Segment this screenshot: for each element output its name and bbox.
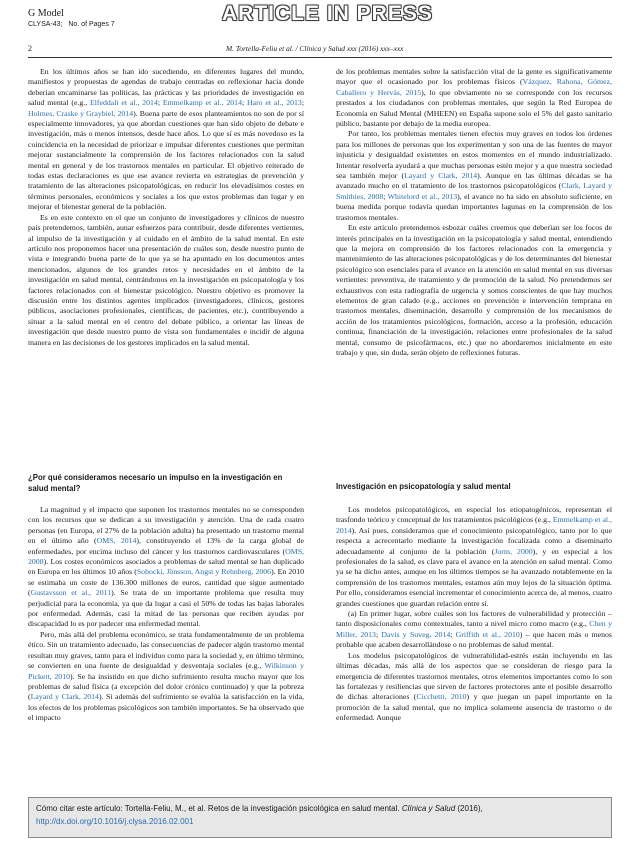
text-run: ), y en especial a los profesionales de la salud, es clave para el avance en la atención en salud mental. Como ya se ha dicho antes, aunque en los últimos tiempos se ha avanzado notablemente en la comprensión de los trastornos mentales, estamos aún muy lejos de la situación óptima. Por ello, consideramos esencial incrementar el conocimiento acerca de, al menos, cuatro grandes cuestiones que guardan relación entre sí. xyxy=(336,546,612,608)
text-run: ). En 2010 se estimaba un coste de 136.300 millones de euros, cantidad que sigue aumentado ( xyxy=(28,567,304,598)
text-run: ). Se ha insistido en que dicho sufrimiento resulta mucho mayor que los problemas de salud física (a excepción del dolor crónico continuado) y que la pobreza ( xyxy=(28,671,304,702)
citation-link[interactable]: Haro et al., 2013 xyxy=(246,98,302,108)
header-rule xyxy=(28,57,612,58)
right-column xyxy=(336,67,612,358)
text-run: ). Buena parte de esos planteamientos no son de por sí especialmente innovadores, ya que abordan cuestiones que han sido objeto de debate e investigación, más o menos intensos, desde hace años. Lo que sí es más novedoso es la coincidencia en la necesidad de priorizar e impulsar diferentes cuestiones que permitan mejorar sustancialmente la comprensión de los factores relacionados con la salud mental en general y de los trastornos mentales en particular. El objetivo reiterado de todas estas declaraciones es que ese avance revierta en estrategias de prevención y tratamiento de las alteraciones psicopatológicas, en reducir los elevadísimos costes en términos personales, económicos y sociales a los que estos problemas dan lugar y en mejorar el bienestar general de la población. xyxy=(28,108,304,212)
text-run: ). Los costes económicos asociados a problemas de salud mental se han duplicado en Europa en los últimos 10 años ( xyxy=(28,557,304,577)
citation-link[interactable]: Holmes, Craske y Graybiel, 2014 xyxy=(28,108,134,118)
paragraph xyxy=(336,651,612,724)
left-column xyxy=(28,67,304,348)
text-run: (a) En primer lugar, sobre cuáles son los factores de vulnerabilidad y protección – tanto disposicionales como contextuales, tanto a nivel micro como macro (e.g., xyxy=(336,609,612,629)
citation-year: (2016), xyxy=(455,804,483,813)
citation-link[interactable]: OMS, 2014 xyxy=(96,536,137,546)
citation-link[interactable]: Cicchetti, 2010 xyxy=(416,692,467,702)
text-run: En este artículo pretendemos esbozar cuáles creemos que deberían ser los focos de interés principales en la investigación en la psicopatología y salud mental, entendiendo que la mejora en comprensión de los factores relacionados con la emergencia y mantenimiento de las alteraciones psicopatológicas y de los determinantes del bienestar psicológico son esenciales para el avance en la atención en salud mental en sus diversas vertientes: preventiva, de tratamiento y de promoción de la salud. No pretendemos ser exhaustivos con esta radiografía de urgencia y somos conscientes de que hay muchos elementos de gran calado (e.g., acciones en prevención e intervención temprana en trastornos mentales, diseminación, desarrollo y comprensión de los mecanismos de acción de los tratamientos psicológicos, formación, acceso a la profesión, educación continua, financiación de la investigación, relaciones entre profesionales de la salud mental, consumo de psicofármacos, etc.) que no abordaremos inicialmente en este trabajo y que, sin duda, serán objeto de reflexiones futuras. xyxy=(336,223,612,357)
citation-link[interactable]: Davis y Suveg, 2014 xyxy=(381,629,451,639)
paragraph xyxy=(336,223,612,358)
text-run: ; xyxy=(383,191,388,201)
citation-link[interactable]: Elfeddali et al., 2014 xyxy=(90,98,158,108)
citation-journal: Clínica y Salud xyxy=(401,804,456,813)
citation-link[interactable]: Jorm, 2000 xyxy=(494,546,533,556)
text-run: En los últimos años se han ido sucediendo, en diferentes lugares del mundo, manifiestos y propuestas de agendas de trabajo centradas en reflexionar hacia donde deberían encaminarse las políticas, las prácticas y las prioridades de investigación en salud mental (e.g., xyxy=(28,67,304,108)
paragraph xyxy=(28,630,304,724)
paragraph xyxy=(336,67,612,129)
citation-link[interactable]: Emmelkamp et al., 2014 xyxy=(162,98,242,108)
doi-link[interactable]: http://dx.doi.org/10.1016/j.clysa.2016.02.001 xyxy=(36,817,194,826)
journal-code: CLYSA-43; No. of Pages 7 xyxy=(28,21,115,28)
text-run: ), lo que obviamente no se corresponde con los recursos prestados a los ciudadanos con problemas mentales, que según la Red Europea de Economía en Salud Mental (MHEEN) en España supone solo el 5% del gasto sanitario público, bastante por debajo de la media europea. xyxy=(336,87,613,129)
citation-link[interactable]: Griffith et al., 2010 xyxy=(455,629,520,639)
citation-link[interactable]: Wilkinson y Pickett, 2010 xyxy=(28,661,304,681)
citation-link[interactable]: Sobocki, Jönsson, Angst y Rehnberg, 2006 xyxy=(136,567,272,577)
citation-link[interactable]: Layard y Clark, 2014 xyxy=(30,692,99,702)
right-column-lower xyxy=(336,505,612,724)
text-run: ). Si además del sufrimiento se evalúa la satisfacción en la vida, los efectos de los problemas psicológicos son también importantes. Se ha observado que el impacto xyxy=(28,692,304,723)
text-run: ) y que juegan un papel importante en la promoción de la salud mental, que no implica solamente ausencia de trastorno o de enfermedad. Aunque xyxy=(336,692,613,723)
citation-link[interactable]: Whitelord et al., 2013 xyxy=(387,191,458,201)
text-run: Pero, más allá del problema económico, se trata fundamentalmente de un problema ético. Sin un tratamiento adecuado, las consecuencias de padecer algún trastorno mental resultan muy graves, tanto para el individuo como para la sociedad y, en último término, se convierten en una fuente de desigualdad y desventaja sociales (e.g., xyxy=(28,629,304,671)
section-heading: ¿Por qué consideramos necesario un impulso en la investigación en salud mental? xyxy=(28,473,283,493)
paragraph xyxy=(336,129,612,223)
text-run: ). Aunque en las últimas décadas se ha avanzado mucho en el tratamiento de los trastornos psicopatológicos ( xyxy=(336,171,613,191)
text-run: ; xyxy=(450,629,456,639)
text-run: Los modelos psicopatológicos, en especial los etiopatogénicos, representan el trasfondo teórico y conceptual de los tratamientos psicológicos (e.g., xyxy=(336,505,612,525)
text-run: ) – que hacen más o menos probable que acaben desarrollándose o no problemas de salud mental. xyxy=(336,629,612,650)
paragraph xyxy=(336,505,612,609)
text-run: ). Se trata de un importante problema que resulta muy perjudicial para la economía, ya que da lugar a casi el 50% de todas las bajas laborales por enfermedad. Además, casi la mitad de las personas que reciben ayudas por discapacidad lo es por padecer una enfermedad mental. xyxy=(28,588,305,629)
paragraph xyxy=(28,213,304,348)
citation-text: Cómo citar este artículo: Tortella-Feliu, M., et al. Retos de la investigación psicológica en salud mental. xyxy=(36,804,402,813)
text-run: Por tanto, los problemas mentales tienen efectos muy graves en todos los órdenes para los millones de personas que los experimentan y son una de las fuentes de mayor injusticia y desigualdad existentes en estos momentos en el mundo industrializado. Intentar resolverla ayudará a que muchas personas estén mejor y a que nuestra sociedad sea también mejor ( xyxy=(336,129,612,181)
section-heading: Investigación en psicopatología y salud mental xyxy=(336,482,511,491)
text-run: ), constituyendo el 13% de la carga global de enfermedades, por encima incluso del cáncer y los trastornos cardiovasculares ( xyxy=(28,536,304,556)
citation-link[interactable]: Vázquez, Rahona, Gómez, Caballero y Hervás, 2015 xyxy=(336,77,612,97)
paragraph xyxy=(336,609,612,651)
citation-link[interactable]: Clark, Layard y Smithies, 2008 xyxy=(336,181,612,201)
model-label: G Model xyxy=(28,8,64,19)
text-run: de los problemas mentales sobre la satisfacción vital de la gente es significativamente mayor que el ocasionado por los problemas físicos ( xyxy=(336,67,612,87)
text-run: La magnitud y el impacto que suponen los trastornos mentales no se corresponden con los recursos que se dedican a su investigación y atención. Una de cada cuatro personas (en Europa, el 27% de la población adulta) ha presentado un trastorno mental en el último año ( xyxy=(28,505,304,546)
text-run: Es en este contexto en el que un conjunto de investigadores y clínicos de nuestro país pretendemos, también, aunar esfuerzos para contribuir, desde diferentes vertientes, al impulso de la investigación y al cuidado en el ámbito de la salud mental. En este artículo nos proponemos hacer una presentación de cuáles son, desde nuestro punto de vista e integrando buena parte de lo que ya se ha apuntado en los documentos antes mencionados, algunos de los grandes retos y necesidades en el ámbito de la investigación en salud mental, centrándonos en la investigación en psicopatología y los factores relacionados con el bienestar psicológico. Nuestro objetivo es promover la discusión entre los distintos agentes implicados (investigadores, clínicos, gestores públicos, asociaciones profesionales, científicas, de pacientes, etc.), contribuyendo a situar a la salud mental en el centro del debate público, a orientar las líneas de investigación que desde nuestro punto de vista son fundamentales e incidir de alguna manera en las decisiones de los gestores implicados en la salud mental. xyxy=(28,212,304,347)
left-column-lower xyxy=(28,505,304,724)
text-run: ), el avance no ha sido en absoluto suficiente, en buena medida porque todavía quedan importantes lagunas en la comprensión de los trastornos mentales. xyxy=(336,191,612,222)
text-run: ; xyxy=(375,629,382,639)
text-run: Los modelos psicopatológicos de vulnerabilidad-estrés están incluyendo en las últimas décadas, más allá de los aspectos que se consideran de riesgo para la emergencia de diferentes trastornos mentales, otros elementos importantes como lo son las fortalezas y resiliencias que sirven de factores protectores ante el posible desarrollo de dichas alteraciones ( xyxy=(336,650,612,702)
text-run: ). Así pues, consideramos que el conocimiento psicopatológico, tanto por lo que respecta a acrecentarlo mediante la investigación focalizada como a diseminarlo adecuadamente al conjunto de la población ( xyxy=(336,525,612,556)
citation-link[interactable]: Chen y Miller, 2013 xyxy=(336,619,612,639)
citation-box xyxy=(28,797,612,838)
text-run: ; xyxy=(157,98,163,108)
citation-link[interactable]: Emmelkamp et al., 2014 xyxy=(336,515,612,535)
article-in-press-banner: ARTICLE IN PRESS xyxy=(222,2,433,25)
paragraph xyxy=(28,505,304,630)
citation-link[interactable]: OMS, 2008 xyxy=(28,546,304,567)
page-number: 2 xyxy=(28,44,32,53)
running-head: M. Tortella-Feliu et al. / Clínica y Salud xxx (2016) xxx–xxx xyxy=(226,44,404,53)
paragraph xyxy=(28,67,304,213)
text-run: ; xyxy=(241,98,247,108)
text-run: ; xyxy=(301,98,305,108)
citation-link[interactable]: Layard y Clark, 2014 xyxy=(404,171,478,181)
citation-link[interactable]: Gustavsson et al., 2011 xyxy=(30,588,112,598)
